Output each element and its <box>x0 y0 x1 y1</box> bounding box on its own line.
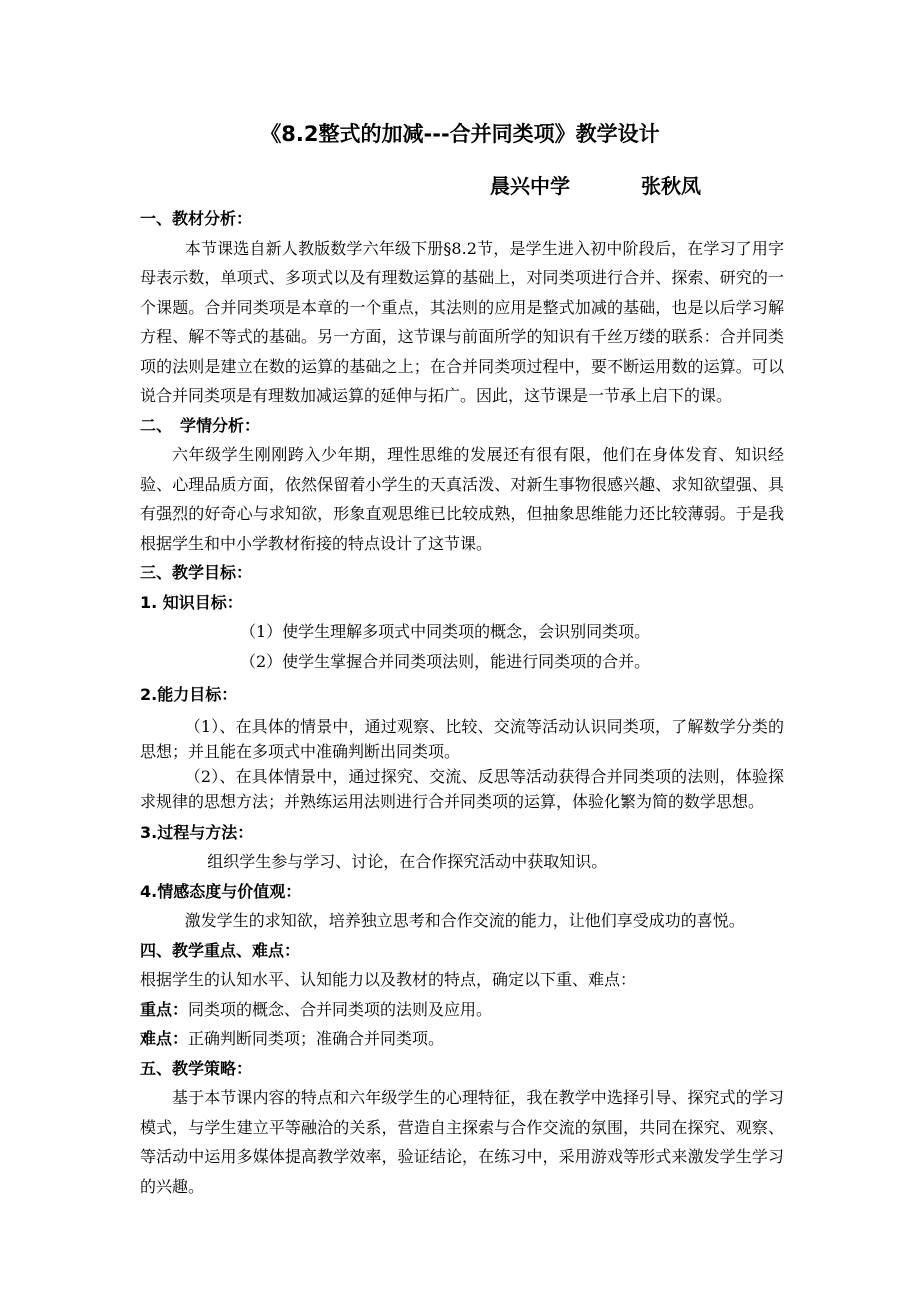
student-analysis-paragraph: 六年级学生刚刚跨入少年期，理性思维的发展还有很有限，他们在身体发育、知识经验、心理品质方面，依然保留着小学生的天真活泼、对新生事物很感兴趣、求知欲望强、具有强烈的好奇心与求知欲，形象直观思维已比较成熟，但抽象思维能力还比较薄弱。于是我根据学生和中小学教材衔接的特点设计了这节课。 <box>140 445 784 553</box>
subheading-ability-goals: 2.能力目标： <box>140 685 238 704</box>
ability-goal-item: （2）、在具体情景中，通过探究、交流、反思等活动获得合并同类项的法则，体验探求规律的思想方法；并熟练运用法则进行合并同类项的运算，体验化繁为简的数学思想。 <box>140 766 784 811</box>
subheading-emotion-values: 4.情感态度与价值观： <box>140 881 302 901</box>
subheading-knowledge-goals: 1. 知识目标： <box>140 592 243 612</box>
section-heading-student-analysis: 二、 学情分析： <box>140 415 261 435</box>
section-heading-key-points: 四、教学重点、难点： <box>140 940 301 960</box>
section-heading-teaching-goals: 三、教学目标： <box>140 563 253 582</box>
section-heading-teaching-strategy: 五、教学策略： <box>140 1058 253 1078</box>
document-title: 《8.2整式的加减---合并同类项》教学设计 <box>260 122 660 146</box>
school-name: 晨兴中学 <box>490 174 570 198</box>
difficulty-label: 难点： <box>140 1029 189 1048</box>
subheading-process-methods: 3.过程与方法： <box>140 822 254 842</box>
key-point-line <box>140 995 784 1025</box>
key-points-intro: 根据学生的认知水平、认知能力以及教材的特点，确定以下重、难点： <box>140 970 637 989</box>
section-heading-textbook-analysis: 一、教材分析： <box>140 209 253 228</box>
key-point-label: 重点： <box>140 999 189 1019</box>
knowledge-goal-item: （2）使学生掌握合并同类项法则，能进行同类项的合并。 <box>240 651 651 671</box>
teaching-strategy-paragraph: 基于本节课内容的特点和六年级学生的心理特征，我在教学中选择引导、探究式的学习模式，与学生建立平等融洽的关系，营造自主探索与合作交流的氛围，共同在探究、观察、等活动中运用多媒体提高教学效率，验证结论，在练习中，采用游戏等形式来激发学生学习的兴趣。 <box>140 1088 784 1196</box>
difficulty-line <box>140 1024 784 1054</box>
author-name: 张秋凤 <box>640 174 701 198</box>
difficulty-text: 正确判断同类项；准确合并同类项。 <box>188 1029 445 1048</box>
key-point-text: 同类项的概念、合并同类项的法则及应用。 <box>188 999 493 1019</box>
byline <box>490 170 701 199</box>
ability-goal-item: （1）、在具体的情景中，通过观察、比较、交流等活动认识同类项，了解数学分类的思想；并且能在多项式中准确判断出同类项。 <box>140 716 784 761</box>
textbook-analysis-paragraph: 本节课选自新人教版数学六年级下册§8.2节，是学生进入初中阶段后，在学习了用字母表示数，单项式、多项式以及有理数运算的基础上，对同类项进行合并、探索、研究的一个课题。合并同类项是本章的一个重点，其法则的应用是整式加减的基础，也是以后学习解方程、解不等式的基础。另一方面，这节课与前面所学的知识有千丝万缕的联系：合并同类项的法则是建立在数的运算的基础之上；在合并同类项过程中，要不断运用数的运算。可以说合并同类项是有理数加减运算的延伸与拓广。因此，这节课是一节承上启下的课。 <box>140 238 784 405</box>
process-methods-paragraph: 组织学生参与学习、讨论，在合作探究活动中获取知识。 <box>207 852 608 871</box>
knowledge-goal-item: （1）使学生理解多项式中同类项的概念，会识别同类项。 <box>240 622 651 641</box>
document-body <box>140 204 784 1201</box>
emotion-values-paragraph: 激发学生的求知欲，培养独立思考和合作交流的能力，让他们享受成功的喜悦。 <box>184 911 745 930</box>
